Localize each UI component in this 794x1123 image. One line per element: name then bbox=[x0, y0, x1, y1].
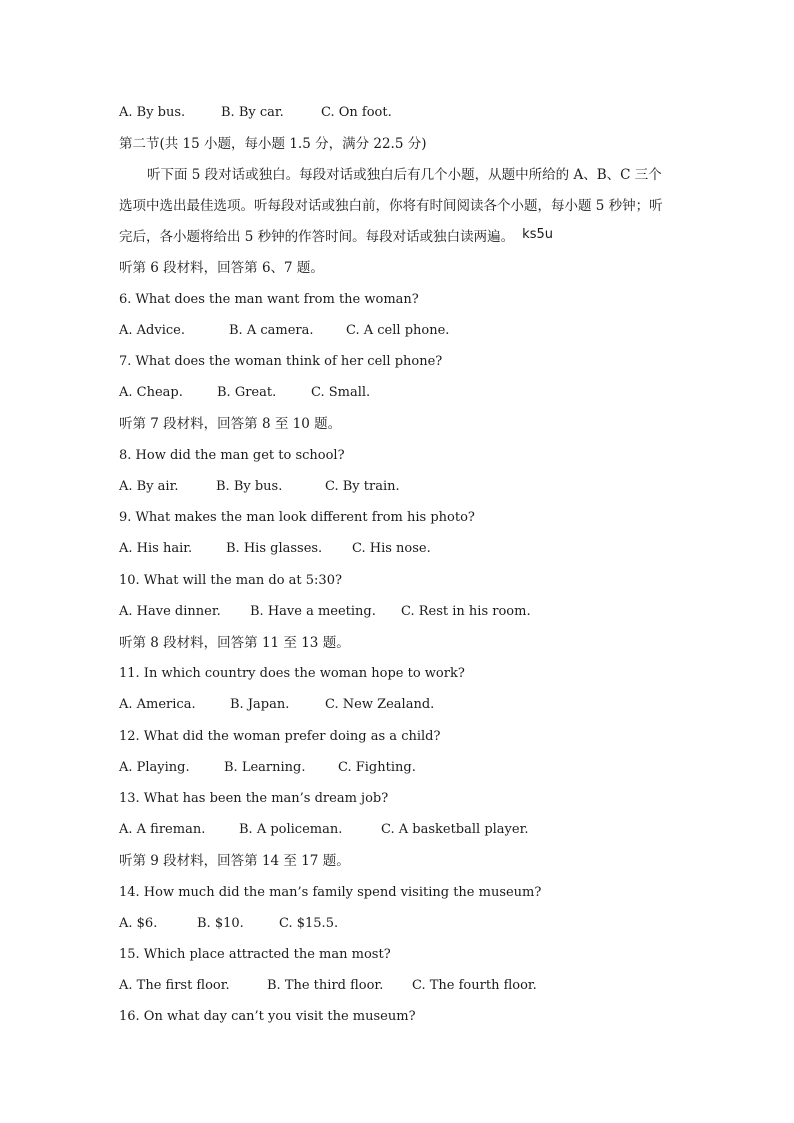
option-a: A. $6. bbox=[119, 916, 158, 931]
question-14: 14. How much did the man’s family spend visiting the museum? bbox=[119, 885, 542, 900]
question-8: 8. How did the man get to school? bbox=[119, 448, 345, 463]
question-13: 13. What has been the man’s dream job? bbox=[119, 791, 389, 806]
option-c: C. Rest in his room. bbox=[401, 604, 531, 619]
option-b: B. A camera. bbox=[229, 323, 314, 338]
question-9: 9. What makes the man look different from his photo? bbox=[119, 510, 475, 525]
option-b: B. By bus. bbox=[216, 479, 283, 494]
option-c: C. Small. bbox=[311, 385, 371, 400]
option-b: B. Great. bbox=[217, 385, 277, 400]
option-c: C. $15.5. bbox=[279, 916, 339, 931]
option-a: A. America. bbox=[119, 697, 196, 712]
option-b: B. A policeman. bbox=[239, 822, 343, 837]
option-b: B. By car. bbox=[221, 105, 284, 120]
option-b: B. His glasses. bbox=[226, 541, 323, 556]
option-a: A. A fireman. bbox=[119, 822, 206, 837]
option-a: A. By air. bbox=[119, 479, 179, 494]
option-c: C. New Zealand. bbox=[325, 697, 435, 712]
question-11: 11. In which country does the woman hope to work? bbox=[119, 666, 465, 681]
watermark-text: ks5u bbox=[522, 227, 553, 242]
option-c: C. His nose. bbox=[352, 541, 431, 556]
option-a: A. Have dinner. bbox=[119, 604, 221, 619]
instructions-line-2: 选项中选出最佳选项。听每段对话或独白前，你将有时间阅读各个小题，每小题 5 秒钟；听 bbox=[119, 198, 663, 214]
option-c: C. By train. bbox=[325, 479, 400, 494]
question-15: 15. Which place attracted the man most? bbox=[119, 947, 391, 962]
group-header: 听第 8 段材料，回答第 11 至 13 题。 bbox=[119, 635, 350, 651]
question-12: 12. What did the woman prefer doing as a child? bbox=[119, 729, 441, 744]
instructions-line-1: 听下面 5 段对话或独白。每段对话或独白后有几个小题，从题中所给的 A、B、C 三个 bbox=[147, 167, 662, 183]
option-a: A. By bus. bbox=[119, 105, 186, 120]
group-header: 听第 7 段材料，回答第 8 至 10 题。 bbox=[119, 416, 342, 432]
option-a: A. Playing. bbox=[119, 760, 190, 775]
option-c: C. On foot. bbox=[321, 105, 392, 120]
option-b: B. Learning. bbox=[224, 760, 306, 775]
group-header: 听第 6 段材料，回答第 6、7 题。 bbox=[119, 260, 324, 276]
option-c: C. A cell phone. bbox=[346, 323, 450, 338]
question-16: 16. On what day can’t you visit the museum? bbox=[119, 1009, 416, 1024]
instructions-text: 完后，各小题将给出 5 秒钟的作答时间。每段对话或独白读两遍。 bbox=[119, 229, 515, 245]
option-b: B. Japan. bbox=[230, 697, 290, 712]
instructions-line-3 bbox=[119, 228, 553, 247]
option-a: A. Cheap. bbox=[119, 385, 183, 400]
section-title: 第二节(共 15 小题，每小题 1.5 分，满分 22.5 分) bbox=[119, 136, 427, 152]
option-b: B. Have a meeting. bbox=[250, 604, 376, 619]
option-c: C. Fighting. bbox=[338, 760, 416, 775]
question-10: 10. What will the man do at 5:30? bbox=[119, 573, 342, 588]
option-a: A. The first floor. bbox=[119, 978, 230, 993]
group-header: 听第 9 段材料，回答第 14 至 17 题。 bbox=[119, 853, 350, 869]
question-7: 7. What does the woman think of her cell phone? bbox=[119, 354, 443, 369]
option-a: A. Advice. bbox=[119, 323, 185, 338]
option-c: C. A basketball player. bbox=[381, 822, 529, 837]
question-6: 6. What does the man want from the woman? bbox=[119, 292, 419, 307]
option-b: B. The third floor. bbox=[267, 978, 384, 993]
option-a: A. His hair. bbox=[119, 541, 193, 556]
option-c: C. The fourth floor. bbox=[412, 978, 537, 993]
option-b: B. $10. bbox=[197, 916, 244, 931]
